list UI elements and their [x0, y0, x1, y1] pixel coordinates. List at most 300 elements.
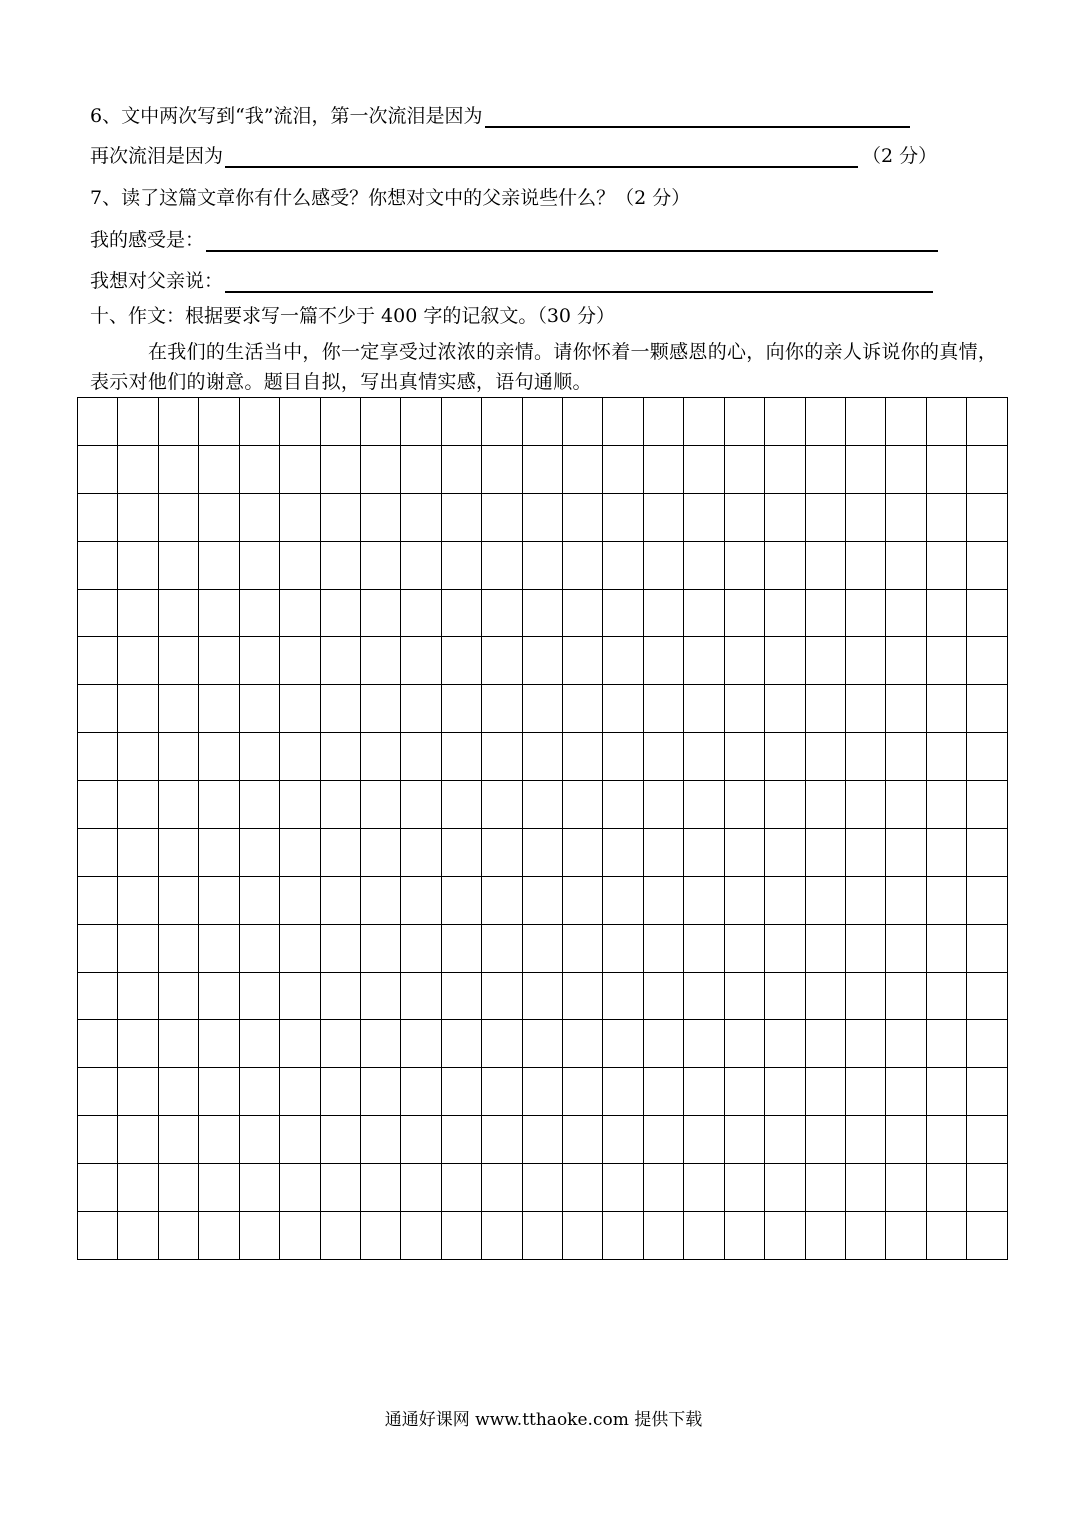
- grid-cell[interactable]: [320, 398, 360, 446]
- grid-cell[interactable]: [158, 541, 198, 589]
- grid-cell[interactable]: [886, 781, 926, 829]
- grid-cell[interactable]: [522, 924, 562, 972]
- grid-cell[interactable]: [522, 445, 562, 493]
- grid-cell[interactable]: [886, 398, 926, 446]
- grid-cell[interactable]: [401, 781, 441, 829]
- grid-cell[interactable]: [522, 972, 562, 1020]
- grid-cell[interactable]: [78, 1020, 118, 1068]
- grid-cell[interactable]: [563, 398, 603, 446]
- grid-cell[interactable]: [967, 637, 1008, 685]
- grid-cell[interactable]: [846, 733, 886, 781]
- grid-cell[interactable]: [401, 637, 441, 685]
- grid-cell[interactable]: [684, 828, 724, 876]
- grid-cell[interactable]: [280, 541, 320, 589]
- grid-cell[interactable]: [280, 876, 320, 924]
- grid-cell[interactable]: [805, 685, 845, 733]
- grid-cell[interactable]: [846, 924, 886, 972]
- grid-cell[interactable]: [765, 1211, 805, 1259]
- grid-cell[interactable]: [522, 685, 562, 733]
- grid-cell[interactable]: [320, 1116, 360, 1164]
- grid-cell[interactable]: [199, 972, 239, 1020]
- grid-cell[interactable]: [846, 972, 886, 1020]
- grid-cell[interactable]: [158, 1068, 198, 1116]
- grid-cell[interactable]: [522, 589, 562, 637]
- grid-cell[interactable]: [199, 541, 239, 589]
- grid-cell[interactable]: [886, 493, 926, 541]
- grid-cell[interactable]: [441, 398, 481, 446]
- grid-cell[interactable]: [320, 541, 360, 589]
- grid-cell[interactable]: [441, 781, 481, 829]
- grid-cell[interactable]: [360, 924, 400, 972]
- grid-cell[interactable]: [360, 781, 400, 829]
- grid-cell[interactable]: [360, 1068, 400, 1116]
- grid-cell[interactable]: [522, 398, 562, 446]
- grid-cell[interactable]: [199, 1116, 239, 1164]
- grid-cell[interactable]: [280, 781, 320, 829]
- grid-cell[interactable]: [118, 781, 158, 829]
- grid-cell[interactable]: [482, 541, 522, 589]
- grid-cell[interactable]: [401, 972, 441, 1020]
- grid-cell[interactable]: [926, 398, 966, 446]
- grid-cell[interactable]: [684, 876, 724, 924]
- grid-cell[interactable]: [926, 972, 966, 1020]
- grid-cell[interactable]: [199, 828, 239, 876]
- grid-cell[interactable]: [684, 1116, 724, 1164]
- grid-cell[interactable]: [118, 924, 158, 972]
- grid-cell[interactable]: [643, 493, 683, 541]
- grid-cell[interactable]: [78, 541, 118, 589]
- grid-cell[interactable]: [967, 924, 1008, 972]
- grid-cell[interactable]: [886, 972, 926, 1020]
- grid-cell[interactable]: [441, 1020, 481, 1068]
- grid-cell[interactable]: [563, 1020, 603, 1068]
- grid-cell[interactable]: [846, 541, 886, 589]
- grid-cell[interactable]: [522, 637, 562, 685]
- grid-cell[interactable]: [158, 828, 198, 876]
- grid-cell[interactable]: [926, 1164, 966, 1212]
- grid-cell[interactable]: [724, 1068, 764, 1116]
- grid-cell[interactable]: [846, 445, 886, 493]
- grid-cell[interactable]: [522, 876, 562, 924]
- grid-cell[interactable]: [441, 733, 481, 781]
- grid-cell[interactable]: [360, 589, 400, 637]
- grid-cell[interactable]: [603, 637, 643, 685]
- grid-cell[interactable]: [199, 445, 239, 493]
- grid-cell[interactable]: [724, 1020, 764, 1068]
- grid-cell[interactable]: [684, 1068, 724, 1116]
- grid-cell[interactable]: [846, 1020, 886, 1068]
- grid-cell[interactable]: [158, 733, 198, 781]
- grid-cell[interactable]: [563, 972, 603, 1020]
- grid-cell[interactable]: [805, 733, 845, 781]
- grid-cell[interactable]: [724, 828, 764, 876]
- grid-cell[interactable]: [805, 781, 845, 829]
- grid-cell[interactable]: [441, 637, 481, 685]
- grid-cell[interactable]: [846, 1068, 886, 1116]
- grid-cell[interactable]: [603, 876, 643, 924]
- grid-cell[interactable]: [765, 1164, 805, 1212]
- grid-cell[interactable]: [643, 828, 683, 876]
- grid-cell[interactable]: [280, 1068, 320, 1116]
- grid-cell[interactable]: [280, 445, 320, 493]
- grid-cell[interactable]: [643, 1211, 683, 1259]
- grid-cell[interactable]: [603, 541, 643, 589]
- grid-cell[interactable]: [522, 781, 562, 829]
- grid-cell[interactable]: [280, 733, 320, 781]
- grid-cell[interactable]: [118, 1020, 158, 1068]
- grid-cell[interactable]: [967, 1068, 1008, 1116]
- grid-cell[interactable]: [926, 1020, 966, 1068]
- grid-cell[interactable]: [280, 398, 320, 446]
- grid-cell[interactable]: [158, 876, 198, 924]
- grid-cell[interactable]: [118, 876, 158, 924]
- grid-cell[interactable]: [805, 398, 845, 446]
- grid-cell[interactable]: [239, 1211, 279, 1259]
- grid-cell[interactable]: [360, 493, 400, 541]
- grid-cell[interactable]: [239, 781, 279, 829]
- grid-cell[interactable]: [724, 493, 764, 541]
- grid-cell[interactable]: [78, 589, 118, 637]
- grid-cell[interactable]: [926, 1211, 966, 1259]
- grid-cell[interactable]: [118, 493, 158, 541]
- grid-cell[interactable]: [78, 685, 118, 733]
- grid-cell[interactable]: [724, 445, 764, 493]
- grid-cell[interactable]: [522, 733, 562, 781]
- grid-cell[interactable]: [320, 924, 360, 972]
- grid-cell[interactable]: [158, 924, 198, 972]
- grid-cell[interactable]: [401, 541, 441, 589]
- grid-cell[interactable]: [724, 876, 764, 924]
- grid-cell[interactable]: [482, 828, 522, 876]
- grid-cell[interactable]: [482, 924, 522, 972]
- grid-cell[interactable]: [118, 828, 158, 876]
- grid-cell[interactable]: [684, 398, 724, 446]
- grid-cell[interactable]: [441, 1068, 481, 1116]
- grid-cell[interactable]: [684, 445, 724, 493]
- grid-cell[interactable]: [199, 924, 239, 972]
- grid-cell[interactable]: [199, 1211, 239, 1259]
- grid-cell[interactable]: [158, 493, 198, 541]
- grid-cell[interactable]: [684, 924, 724, 972]
- grid-cell[interactable]: [805, 876, 845, 924]
- grid-cell[interactable]: [926, 924, 966, 972]
- grid-cell[interactable]: [158, 781, 198, 829]
- grid-cell[interactable]: [765, 637, 805, 685]
- grid-cell[interactable]: [886, 1020, 926, 1068]
- grid-cell[interactable]: [401, 1116, 441, 1164]
- grid-cell[interactable]: [603, 972, 643, 1020]
- grid-cell[interactable]: [643, 781, 683, 829]
- grid-cell[interactable]: [482, 781, 522, 829]
- grid-cell[interactable]: [603, 1164, 643, 1212]
- grid-cell[interactable]: [118, 589, 158, 637]
- grid-cell[interactable]: [401, 876, 441, 924]
- grid-cell[interactable]: [967, 685, 1008, 733]
- grid-cell[interactable]: [280, 589, 320, 637]
- grid-cell[interactable]: [78, 828, 118, 876]
- grid-cell[interactable]: [78, 876, 118, 924]
- grid-cell[interactable]: [805, 541, 845, 589]
- grid-cell[interactable]: [684, 781, 724, 829]
- grid-cell[interactable]: [765, 445, 805, 493]
- grid-cell[interactable]: [239, 1068, 279, 1116]
- grid-cell[interactable]: [158, 685, 198, 733]
- grid-cell[interactable]: [482, 733, 522, 781]
- grid-cell[interactable]: [280, 828, 320, 876]
- q7-father-blank[interactable]: [225, 271, 933, 293]
- grid-cell[interactable]: [239, 493, 279, 541]
- grid-cell[interactable]: [886, 876, 926, 924]
- grid-cell[interactable]: [239, 1020, 279, 1068]
- grid-cell[interactable]: [239, 972, 279, 1020]
- grid-cell[interactable]: [563, 733, 603, 781]
- grid-cell[interactable]: [643, 398, 683, 446]
- grid-cell[interactable]: [886, 1211, 926, 1259]
- grid-cell[interactable]: [846, 1211, 886, 1259]
- grid-cell[interactable]: [724, 541, 764, 589]
- grid-cell[interactable]: [563, 1068, 603, 1116]
- grid-cell[interactable]: [522, 493, 562, 541]
- grid-cell[interactable]: [563, 589, 603, 637]
- grid-cell[interactable]: [805, 1020, 845, 1068]
- grid-cell[interactable]: [199, 781, 239, 829]
- grid-cell[interactable]: [78, 1116, 118, 1164]
- grid-cell[interactable]: [401, 733, 441, 781]
- grid-cell[interactable]: [239, 876, 279, 924]
- grid-cell[interactable]: [522, 828, 562, 876]
- grid-cell[interactable]: [401, 685, 441, 733]
- grid-cell[interactable]: [603, 493, 643, 541]
- grid-cell[interactable]: [926, 1068, 966, 1116]
- grid-cell[interactable]: [320, 493, 360, 541]
- grid-cell[interactable]: [280, 685, 320, 733]
- grid-cell[interactable]: [118, 445, 158, 493]
- grid-cell[interactable]: [280, 1020, 320, 1068]
- grid-cell[interactable]: [522, 541, 562, 589]
- grid-cell[interactable]: [603, 1068, 643, 1116]
- grid-cell[interactable]: [765, 781, 805, 829]
- grid-cell[interactable]: [360, 1020, 400, 1068]
- grid-cell[interactable]: [643, 541, 683, 589]
- grid-cell[interactable]: [846, 828, 886, 876]
- grid-cell[interactable]: [199, 876, 239, 924]
- grid-cell[interactable]: [482, 1020, 522, 1068]
- grid-cell[interactable]: [199, 637, 239, 685]
- grid-cell[interactable]: [522, 1116, 562, 1164]
- grid-cell[interactable]: [482, 589, 522, 637]
- grid-cell[interactable]: [765, 493, 805, 541]
- grid-cell[interactable]: [320, 589, 360, 637]
- grid-cell[interactable]: [482, 685, 522, 733]
- grid-cell[interactable]: [118, 637, 158, 685]
- grid-cell[interactable]: [603, 828, 643, 876]
- grid-cell[interactable]: [724, 1164, 764, 1212]
- grid-cell[interactable]: [805, 828, 845, 876]
- grid-cell[interactable]: [684, 733, 724, 781]
- grid-cell[interactable]: [643, 1068, 683, 1116]
- grid-cell[interactable]: [805, 493, 845, 541]
- grid-cell[interactable]: [926, 828, 966, 876]
- grid-cell[interactable]: [765, 1020, 805, 1068]
- grid-cell[interactable]: [158, 398, 198, 446]
- grid-cell[interactable]: [401, 398, 441, 446]
- grid-cell[interactable]: [320, 1211, 360, 1259]
- grid-cell[interactable]: [78, 924, 118, 972]
- grid-cell[interactable]: [320, 828, 360, 876]
- grid-cell[interactable]: [886, 445, 926, 493]
- grid-cell[interactable]: [846, 589, 886, 637]
- grid-cell[interactable]: [118, 685, 158, 733]
- grid-cell[interactable]: [563, 493, 603, 541]
- grid-cell[interactable]: [78, 493, 118, 541]
- grid-cell[interactable]: [603, 781, 643, 829]
- grid-cell[interactable]: [603, 1020, 643, 1068]
- grid-cell[interactable]: [967, 733, 1008, 781]
- grid-cell[interactable]: [967, 493, 1008, 541]
- grid-cell[interactable]: [239, 1116, 279, 1164]
- grid-cell[interactable]: [643, 637, 683, 685]
- grid-cell[interactable]: [846, 876, 886, 924]
- grid-cell[interactable]: [926, 781, 966, 829]
- grid-cell[interactable]: [401, 493, 441, 541]
- grid-cell[interactable]: [360, 1116, 400, 1164]
- grid-cell[interactable]: [118, 1068, 158, 1116]
- grid-cell[interactable]: [78, 398, 118, 446]
- grid-cell[interactable]: [78, 1068, 118, 1116]
- grid-cell[interactable]: [158, 1211, 198, 1259]
- grid-cell[interactable]: [684, 972, 724, 1020]
- grid-cell[interactable]: [239, 685, 279, 733]
- grid-cell[interactable]: [482, 1164, 522, 1212]
- grid-cell[interactable]: [926, 445, 966, 493]
- grid-cell[interactable]: [765, 972, 805, 1020]
- grid-cell[interactable]: [239, 445, 279, 493]
- grid-cell[interactable]: [643, 445, 683, 493]
- grid-cell[interactable]: [78, 781, 118, 829]
- grid-cell[interactable]: [360, 828, 400, 876]
- grid-cell[interactable]: [360, 541, 400, 589]
- grid-cell[interactable]: [765, 685, 805, 733]
- grid-cell[interactable]: [563, 445, 603, 493]
- grid-cell[interactable]: [967, 972, 1008, 1020]
- grid-cell[interactable]: [280, 972, 320, 1020]
- grid-cell[interactable]: [199, 685, 239, 733]
- grid-cell[interactable]: [199, 1020, 239, 1068]
- grid-cell[interactable]: [158, 972, 198, 1020]
- grid-cell[interactable]: [684, 1020, 724, 1068]
- grid-cell[interactable]: [158, 589, 198, 637]
- grid-cell[interactable]: [886, 541, 926, 589]
- grid-cell[interactable]: [967, 1164, 1008, 1212]
- grid-cell[interactable]: [603, 589, 643, 637]
- grid-cell[interactable]: [482, 1211, 522, 1259]
- composition-grid[interactable]: [77, 397, 1008, 1260]
- grid-cell[interactable]: [158, 1164, 198, 1212]
- grid-cell[interactable]: [603, 398, 643, 446]
- grid-cell[interactable]: [482, 637, 522, 685]
- grid-cell[interactable]: [360, 876, 400, 924]
- grid-cell[interactable]: [401, 589, 441, 637]
- grid-cell[interactable]: [78, 972, 118, 1020]
- grid-cell[interactable]: [724, 972, 764, 1020]
- grid-cell[interactable]: [724, 1211, 764, 1259]
- grid-cell[interactable]: [724, 637, 764, 685]
- grid-cell[interactable]: [886, 924, 926, 972]
- grid-cell[interactable]: [846, 637, 886, 685]
- grid-cell[interactable]: [118, 1211, 158, 1259]
- grid-cell[interactable]: [482, 876, 522, 924]
- grid-cell[interactable]: [78, 637, 118, 685]
- grid-cell[interactable]: [199, 493, 239, 541]
- grid-cell[interactable]: [401, 924, 441, 972]
- grid-cell[interactable]: [401, 1211, 441, 1259]
- grid-cell[interactable]: [118, 972, 158, 1020]
- grid-cell[interactable]: [846, 781, 886, 829]
- grid-cell[interactable]: [239, 589, 279, 637]
- grid-cell[interactable]: [765, 828, 805, 876]
- grid-cell[interactable]: [967, 876, 1008, 924]
- grid-cell[interactable]: [320, 733, 360, 781]
- grid-cell[interactable]: [724, 733, 764, 781]
- grid-cell[interactable]: [563, 828, 603, 876]
- grid-cell[interactable]: [805, 1068, 845, 1116]
- grid-cell[interactable]: [643, 1116, 683, 1164]
- grid-cell[interactable]: [886, 1116, 926, 1164]
- grid-cell[interactable]: [643, 1164, 683, 1212]
- grid-cell[interactable]: [360, 445, 400, 493]
- grid-cell[interactable]: [805, 924, 845, 972]
- grid-cell[interactable]: [967, 1211, 1008, 1259]
- grid-cell[interactable]: [805, 445, 845, 493]
- grid-cell[interactable]: [805, 637, 845, 685]
- grid-cell[interactable]: [886, 733, 926, 781]
- grid-cell[interactable]: [522, 1068, 562, 1116]
- grid-cell[interactable]: [684, 589, 724, 637]
- grid-cell[interactable]: [118, 1164, 158, 1212]
- grid-cell[interactable]: [78, 733, 118, 781]
- grid-cell[interactable]: [118, 541, 158, 589]
- grid-cell[interactable]: [320, 781, 360, 829]
- grid-cell[interactable]: [643, 1020, 683, 1068]
- grid-cell[interactable]: [401, 828, 441, 876]
- grid-cell[interactable]: [967, 541, 1008, 589]
- grid-cell[interactable]: [643, 589, 683, 637]
- grid-cell[interactable]: [886, 1164, 926, 1212]
- grid-cell[interactable]: [360, 1211, 400, 1259]
- grid-cell[interactable]: [441, 828, 481, 876]
- grid-cell[interactable]: [441, 685, 481, 733]
- grid-cell[interactable]: [967, 1116, 1008, 1164]
- grid-cell[interactable]: [441, 493, 481, 541]
- grid-cell[interactable]: [401, 1164, 441, 1212]
- grid-cell[interactable]: [239, 541, 279, 589]
- grid-cell[interactable]: [239, 733, 279, 781]
- grid-cell[interactable]: [805, 1164, 845, 1212]
- grid-cell[interactable]: [441, 1116, 481, 1164]
- grid-cell[interactable]: [724, 685, 764, 733]
- grid-cell[interactable]: [926, 733, 966, 781]
- grid-cell[interactable]: [78, 445, 118, 493]
- q7-feeling-blank[interactable]: [206, 230, 938, 252]
- grid-cell[interactable]: [603, 445, 643, 493]
- grid-cell[interactable]: [199, 1164, 239, 1212]
- grid-cell[interactable]: [401, 445, 441, 493]
- grid-cell[interactable]: [926, 876, 966, 924]
- grid-cell[interactable]: [886, 685, 926, 733]
- grid-cell[interactable]: [563, 924, 603, 972]
- grid-cell[interactable]: [239, 924, 279, 972]
- grid-cell[interactable]: [643, 972, 683, 1020]
